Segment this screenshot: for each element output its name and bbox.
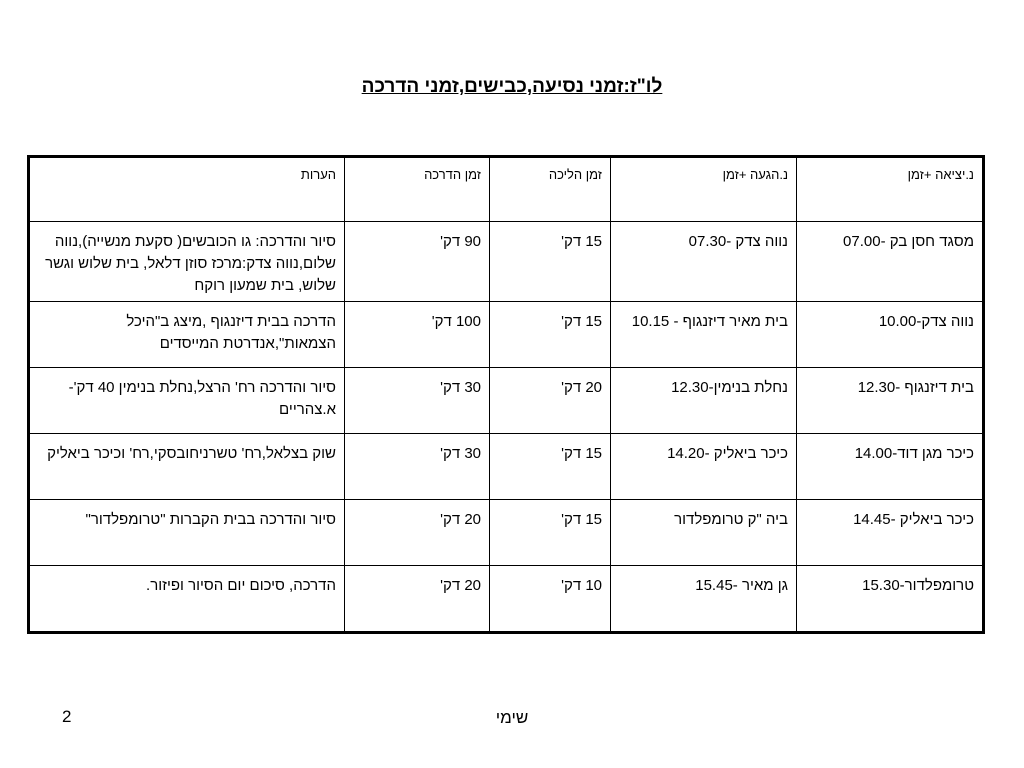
cell-arrival: נחלת בנימין-12.30 (611, 368, 797, 434)
header-walk-time: זמן הליכה (490, 157, 611, 222)
cell-guide-time: 90 דק' (345, 222, 490, 302)
header-notes: הערות (29, 157, 345, 222)
cell-notes: הדרכה, סיכום יום הסיור ופיזור. (29, 566, 345, 633)
cell-notes: סיור והדרכה רח' הרצל,נחלת בנימין 40 דק'- א.צהריים (29, 368, 345, 434)
header-departure: נ.יציאה +זמן (797, 157, 984, 222)
page-number: 2 (62, 707, 72, 726)
table-row (29, 302, 984, 368)
footer-author: שימי (495, 708, 529, 727)
cell-walk-time: 15 דק' (490, 500, 611, 566)
cell-arrival: נווה צדק -07.30 (611, 222, 797, 302)
cell-notes: סיור והדרכה: גו הכובשים( סקעת מנשייה),נווה שלום,נווה צדק:מרכז סוזן דלאל, בית שלוש וגשר שלוש, בית שמעון רוקח (29, 222, 345, 302)
cell-walk-time: 15 דק' (490, 434, 611, 500)
cell-guide-time: 20 דק' (345, 566, 490, 633)
cell-guide-time: 30 דק' (345, 434, 490, 500)
cell-arrival: ביה "ק טרומפלדור (611, 500, 797, 566)
cell-walk-time: 10 דק' (490, 566, 611, 633)
table-row (29, 566, 984, 633)
cell-guide-time: 20 דק' (345, 500, 490, 566)
cell-departure: כיכר ביאליק -14.45 (797, 500, 984, 566)
schedule-table (27, 155, 985, 634)
table-row (29, 222, 984, 302)
cell-arrival: בית מאיר דיזנגוף - 10.15 (611, 302, 797, 368)
cell-arrival: גן מאיר -15.45 (611, 566, 797, 633)
cell-departure: בית דיזנגוף -12.30 (797, 368, 984, 434)
table-row (29, 500, 984, 566)
cell-notes: סיור והדרכה בבית הקברות "טרומפלדור" (29, 500, 345, 566)
table-row (29, 434, 984, 500)
cell-departure: כיכר מגן דוד-14.00 (797, 434, 984, 500)
cell-guide-time: 100 דק' (345, 302, 490, 368)
page-title-text: לו"ז:זמני נסיעה,כבישים,זמני הדרכה (361, 76, 663, 97)
cell-departure: מסגד חסן בק -07.00 (797, 222, 984, 302)
cell-departure: נווה צדק-10.00 (797, 302, 984, 368)
cell-notes: הדרכה בבית דיזנגוף ,מיצג ב"היכל הצמאות",אנדרטת המייסדים (29, 302, 345, 368)
table-header-row (29, 157, 984, 222)
cell-guide-time: 30 דק' (345, 368, 490, 434)
cell-walk-time: 15 דק' (490, 222, 611, 302)
cell-walk-time: 15 דק' (490, 302, 611, 368)
cell-walk-time: 20 דק' (490, 368, 611, 434)
page-title (0, 76, 1024, 98)
cell-notes: שוק בצלאל,רח' טשרניחובסקי,רח' וכיכר ביאליק (29, 434, 345, 500)
header-arrival: נ.הגעה +זמן (611, 157, 797, 222)
cell-departure: טרומפלדור-15.30 (797, 566, 984, 633)
table-row (29, 368, 984, 434)
header-guide-time: זמן הדרכה (345, 157, 490, 222)
cell-arrival: כיכר ביאליק -14.20 (611, 434, 797, 500)
